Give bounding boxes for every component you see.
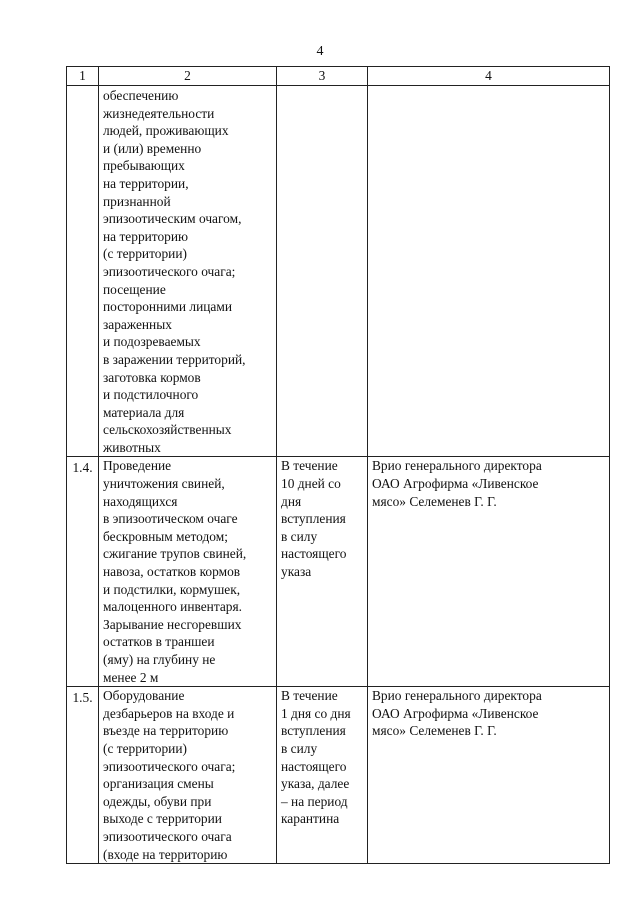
cell-line: Зарывание несгоревших xyxy=(103,616,242,632)
cell-line: находящихся xyxy=(103,493,178,509)
cell-line: (с территории) xyxy=(103,246,187,262)
cell-line: ОАО Агрофирма «Ливенское xyxy=(372,705,539,721)
cell-line: остатков в траншеи xyxy=(103,634,215,650)
cell-line: и (или) временно xyxy=(103,140,202,156)
responsible-cell xyxy=(368,457,610,687)
cell-line: дня xyxy=(281,493,302,509)
cell-line: (входе на территорию xyxy=(103,846,228,862)
cell-line: материала для xyxy=(103,404,185,420)
cell-line: мясо» Селеменев Г. Г. xyxy=(372,493,497,509)
cell-line: вступления xyxy=(281,511,346,527)
cell-line: выходе с территории xyxy=(103,811,222,827)
cell-line: (яму) на глубину не xyxy=(103,652,216,667)
header-col-3: 3 xyxy=(277,67,368,86)
cell-line: (с территории) xyxy=(103,740,187,756)
term-cell xyxy=(277,687,368,864)
term-cell xyxy=(277,86,368,457)
action-cell xyxy=(99,457,277,687)
cell-line: пребывающих xyxy=(103,158,185,174)
table-row xyxy=(67,687,610,864)
cell-line: менее 2 м xyxy=(103,669,159,685)
row-number: 1.4. xyxy=(67,457,99,687)
cell-line: Врио генерального директора xyxy=(372,688,542,704)
cell-line: людей, проживающих xyxy=(103,123,229,139)
cell-line: и подстилочного xyxy=(103,387,199,403)
cell-line: жизнедеятельности xyxy=(103,105,215,121)
cell-line: на территорию xyxy=(103,228,189,244)
cell-line: – на период xyxy=(281,793,348,809)
action-cell xyxy=(99,86,277,457)
cell-line: в силу xyxy=(281,528,318,544)
cell-line: на территории, xyxy=(103,175,189,191)
cell-line: эпизоотическим очагом, xyxy=(103,211,242,227)
cell-line: 1 дня со дня xyxy=(281,705,351,721)
term-cell xyxy=(277,457,368,687)
cell-line: указа xyxy=(281,564,312,580)
cell-line: обеспечению xyxy=(103,88,179,103)
table-row xyxy=(67,457,610,687)
cell-line: малоценного инвентаря. xyxy=(103,599,243,615)
header-col-1: 1 xyxy=(67,67,99,86)
table-row xyxy=(67,86,610,457)
cell-line: эпизоотического очага xyxy=(103,828,232,844)
header-col-4: 4 xyxy=(368,67,610,86)
header-col-2: 2 xyxy=(99,67,277,86)
cell-line: В течение xyxy=(281,458,338,474)
cell-line: животных xyxy=(103,439,161,455)
cell-line: одежды, обуви при xyxy=(103,793,212,809)
cell-line: признанной xyxy=(103,193,171,209)
cell-line: настоящего xyxy=(281,546,347,562)
row-number: 1.5. xyxy=(67,687,99,864)
page-number: 4 xyxy=(316,44,324,59)
cell-line: вступления xyxy=(281,723,346,739)
cell-line: и подстилки, кормушек, xyxy=(103,581,241,597)
cell-line: в заражении территорий, xyxy=(103,351,246,367)
cell-line: организация смены xyxy=(103,776,214,792)
cell-line: Врио генерального директора xyxy=(372,458,542,474)
cell-line: настоящего xyxy=(281,758,347,774)
cell-line: ОАО Агрофирма «Ливенское xyxy=(372,476,539,492)
cell-line: эпизоотического очага; xyxy=(103,758,236,774)
responsible-cell xyxy=(368,687,610,864)
action-cell xyxy=(99,687,277,864)
cell-line: въезде на территорию xyxy=(103,723,229,739)
measures-table xyxy=(66,66,610,864)
row-number xyxy=(67,86,99,457)
cell-line: Оборудование xyxy=(103,688,185,704)
cell-line: заготовка кормов xyxy=(103,369,201,385)
cell-line: дезбарьеров на входе и xyxy=(103,705,235,721)
cell-line: сельскохозяйственных xyxy=(103,422,232,438)
cell-line: посторонними лицами xyxy=(103,299,232,315)
cell-line: Проведение xyxy=(103,458,172,474)
cell-line: эпизоотического очага; xyxy=(103,263,236,279)
cell-line: в силу xyxy=(281,740,318,756)
cell-line: и подозреваемых xyxy=(103,334,201,350)
cell-line: посещение xyxy=(103,281,166,297)
table-header-row xyxy=(67,67,610,86)
cell-line: бескровным методом; xyxy=(103,528,228,544)
cell-line: 10 дней со xyxy=(281,476,341,492)
responsible-cell xyxy=(368,86,610,457)
cell-line: уничтожения свиней, xyxy=(103,476,225,492)
cell-line: указа, далее xyxy=(281,776,350,792)
cell-line: В течение xyxy=(281,688,338,704)
cell-line: в эпизоотическом очаге xyxy=(103,511,238,527)
cell-line: сжигание трупов свиней, xyxy=(103,546,247,562)
cell-line: мясо» Селеменев Г. Г. xyxy=(372,723,497,739)
cell-line: зараженных xyxy=(103,316,172,332)
cell-line: карантина xyxy=(281,811,340,827)
cell-line: навоза, остатков кормов xyxy=(103,564,241,580)
